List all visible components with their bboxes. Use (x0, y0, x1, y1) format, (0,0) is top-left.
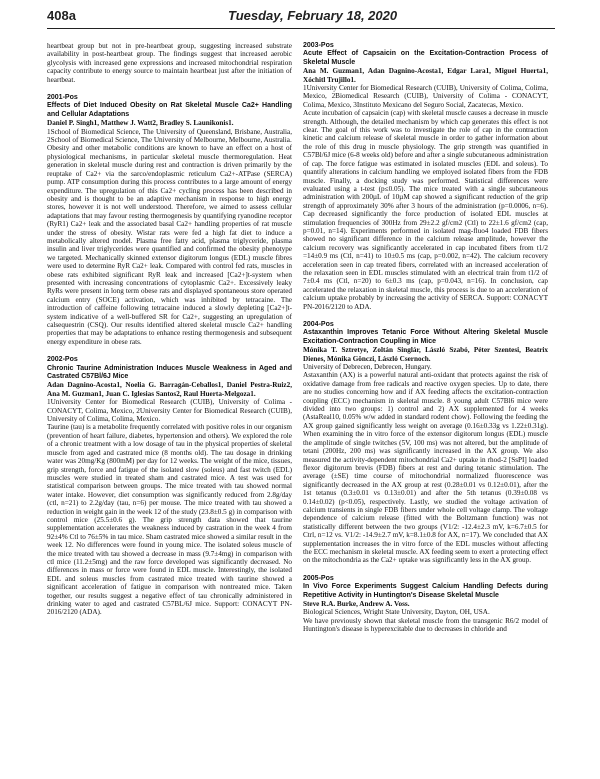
abstract-2005 (303, 575, 548, 634)
abstract-2003 (303, 42, 548, 311)
abstract-body: Astaxanthin (AX) is a powerful natural anti-oxidant that protects against the risk of oxidative damage from free radicals and reactive oxygen species. Up to date, there are no studies concerning how and if AX feeding affects the excitation-contraction coupling (ECC) mechanism in skeletal muscle. 8 young adult C57Bl6 mice were divided into two groups: 1) control and 2) AX supplemented for 4 weeks (AstaReal10, 0.05% w/w added in standard rodent chow). Following the feeding the AX group gained significantly less weight on average (0.16±0.33g vs 1.22±0.31g). When examining the in vitro force of the extensor digitorum longus (EDL) muscle the amplitude of single twitches (5V, 100 ms) was not altered, but the amplitude of tetani (200Hz, 200 ms) was significantly increased in the AX group. We also measured the activity-dependent mitochondrial Ca2+ uptake in rhod-2 [SsPI] loaded flexor digitorum brevis (FDB) fibers at rest and during tetanic stimulation. The average (±SE) time course of mitochondrial normalized fluorescence was significantly decreased in the AX group at rest (0.28±0.01 vs 0.12±0.01), after the 1st tetanus (0.3±0.01 vs 0.13±0.01) and after the 5th tetanus (0.39±0.08 vs 0.14±0.02) (p<0.05), respectively. Lastly, we studied the voltage activation of calcium transients in single FDB fibers under whole cell voltage clamp. The voltage dependence of calcium release (fitted with the Boltzmann function) was not statistically different between the two groups (V1/2: -12.4±2.3 mV, k=6.7±0.5 for Ctrl, n=12 vs. V1/2: -14.9±2.7 mV, k=8.1±0.8 for AX, n=17). We concluded that AX supplementation increases the in vitro force of the EDL muscles without affecting the ECC mechanism in skeletal muscle. AX feeding seem to exert a protecting effect on the mitochondria as the Ca2+ uptake was significantly less in the AX group. (303, 371, 548, 565)
abstract-title: Astaxanthin Improves Tetanic Force Without Altering Skeletal Muscle Excitation-Contraction Coupling in Mice (303, 329, 548, 345)
abstract-authors: Mónika T. Sztretye, Zoltán Singlár, László Szabó, Péter Szentesi, Beatrix Dienes, Mónika Gönczi, László Csernoch. (303, 346, 548, 363)
continuation-text: heartbeat group but not in pre-heartbeat group, suggesting increased substrate availability in post-heartbeat group. The findings suggest that increased aerobic glycolysis with increased gene expressions and increased mitochondrial respiration capacity contribute to energy source to maintain heartbeat just after the initiation of heartbeat. (47, 42, 292, 84)
abstract-title: Acute Effect of Capsaicin on the Excitation-Contraction Process of Skeletal Muscle (303, 50, 548, 66)
abstract-authors: Steve R.A. Burke, Andrew A. Voss. (303, 600, 410, 608)
abstract-authors: Ana M. Guzman1, Adan Dagnino-Acosta1, Edgar Lara1, Miguel Huerta1, Xóchitl Trujillo1. (303, 67, 548, 84)
abstract-id: 2005-Pos (303, 574, 334, 582)
left-column (47, 42, 292, 764)
abstract-title: Effects of Diet Induced Obesity on Rat Skeletal Muscle Ca2+ Handling and Cellular Adaptations (47, 102, 292, 118)
page-header (0, 0, 600, 36)
abstract-authors: Daniel P. Singh1, Matthew J. Watt2, Bradley S. Launikonis1. (47, 119, 234, 128)
abstract-affiliations: 1University Center for Biomedical Research (CUIB), University of Colima, Colima, Mexico, 2Biomedical Research (CUIB), University of Colima - CONACYT, Colima, Mexico, 3Instituto Mexicano del Seguro Social, Zacatecas, Mexico. (303, 84, 548, 109)
abstract-id: 2003-Pos (303, 42, 334, 49)
abstract-title: In Vivo Force Experiments Suggest Calcium Handling Defects during Repetitive Activity in Huntington's Disease Skeletal Muscle (303, 583, 548, 599)
abstract-2001 (47, 94, 292, 346)
abstract-body: Acute incubation of capsaicin (cap) with skeletal muscle causes a decrease in muscle strength. Although, the detailed mechanism by which cap generates this effect is not clear. The goal of this work was to investigate the role of cap in the contraction kinetic and calcium release of skeletal muscle in order to gather information about the role of this drug in muscle physiology. The grip strength was quantified in C57Bl/6J mice (6-8 weeks old) before and after a single subcutaneous administration of cap. The force fatigue was estimated in isolated muscles (EDL and soleus). To quantify alterations in calcium handling we employed isolated fibers from the FDB muscle. Finally, a docking study was performed. Statistical differences were evaluated using a t-test (p≤0.05). The mice treated with a single subcutaneous administration with 200µL of 10µM cap showed a significant reduction of the grip strength of approximately 30% after 3 hours of the administration (p=0.0006, n=6). Cap decreased significantly the force production of isolated EDL muscles at stimulation frequencies of 300Hz from 29±2.2 gf/cm2 (Ctl) to 22±1.6 gf/cm2 (cap, p=0.01, n=14). Experiments performed in isolated mag-fluo4 loaded FDB fibers showed no significant difference in the calcium release amplitude, however the calcium recovery was significantly accelerated in cap incubated fibers from t1/2 =14±0.9 ms (Ctl, n=41) to 10±0.5 ms (cap, p=0.002, n=42). The calcium recovery acceleration seen in cap treated fibers, correlated with an increased acceleration of the relaxation seen in EDL muscles stimulated with an electrical train from t1/2 of 7±0.4 ms (Ctl, n=20) to 6±0.3 ms (cap, p=0.043, n=16). In conclusion, cap accelerated the relaxation in skeletal muscle, this process is due to an acceleration of calcium uptake probably by increasing the activity of SERCA. Support: CONACYT PN-2016/2120 to ADA. (303, 109, 548, 311)
right-column (303, 42, 548, 764)
abstract-id: 2001-Pos (47, 94, 78, 102)
abstract-affiliations: University of Debrecen, Debrecen, Hungary. (303, 363, 432, 372)
abstract-authors: Adan Dagnino-Acosta1, Noelia G. Barragán-Ceballos1, Daniel Pestra-Ruiz2, Ana M. Guzman1, Juan C. Iglesias Santos2, Raul Huerta-Melgoza1. (47, 381, 292, 398)
abstract-title: Chronic Taurine Administration Induces Muscle Weakness in Aged and Castrated C57Bl/6J Mice (47, 364, 292, 381)
abstract-body: Obesity and other metabolic conditions are known to have an effect on a host of physiological mechanisms, in particular skeletal muscle thermoregulation. Heat generation in skeletal muscle during rest and contraction is driven primarily by the reuptake of Ca2+ via the sarco/endoplasmic reticulum Ca2+-ATPase (SERCA) pump. ATP consumption during this process contributes to a large amount of energy expenditure. The upregulation of this Ca2+ cycling process has been described in obesity and is thought to be an adaptive mechanism in response to high energy stores, however it is not well understood. Therefore, we aimed to assess cellular adaptations that may favour resting thermogenesis by quantifying ryanodine receptor (RyR1) Ca2+ leak and the associated basal Ca2+ handling properties of rat muscle under the stress of obesity. Wistar rats were fed a high fat diet to induce a metabolically altered model. Plasma free fatty acid, plasma triglyceride, plasma insulin and liver triglycerides were quantified and confirmed the obesity phenotype we targeted. Mechanically skinned extensor digitorum longus (EDL) muscle fibres were used to determine RyR Ca2+ leak. Compared with control fed rats, muscles in obese rats exhibited significant RyR leak and increased [Ca2+]t-system when presented with increasing concentrations of cytoplasmic Ca2+. Excessively leaky RyRs were present in long term obese rats and displayed spontaneous store operated calcium entry (SOCE) activation, which was inhibited by tetracaine. The introduction of caffeine following tetracaine induced a slowly depleting [Ca2+]t-system indicative of a well-buffered SR for Ca2+, suggesting an upregulation of calsequestrin (CSQ). Our results identified altered skeletal muscle Ca2+ handling properties that may be adaptations to enhance resting thermogenesis and subsequent energy expenditure in obese rats. (47, 144, 292, 346)
abstract-body: Taurine (tau) is a metabolite frequently correlated with positive roles in our organism (prevention of heart failure, diabetes, hypertension and others). We explored the role of a chronic treatment with a low dosage of tau in the physical properties of skeletal muscle from aged and castrated mice (8 months old). The tau dosage in drinking water was 20mg/Kg (800mM) per day for 12 weeks. The weight of the mice, tissues, grip strength, force and fatigue of the isolated slow (soleus) and fast twitch (EDL) muscles were studied in treated sham and castrated mice. A test was used for statistical comparison between groups. The mice treated with tau showed normal water intake. However, diet consumption was significantly reduced from 2.8g/day (ctl, n=21) to 2.2g/day (tau, n=6) per mouse. The mice treated with tau showed a reduction in weight gain in the week 12 of the study (23.8±0.5 g) in comparison with control mice (25.5±0.6 g). The grip strength data showed that taurine supplementation accelerates the weakness induced by castration in the week 4 from 92±4% Ctl to 76±5% in tau mice. Sham castrated mice showed a similar result in the week 12. No differences were found in young mice. The isolated soleus muscle of the mice treated with tau showed a decrease in mass (9.7±4mg) in comparison with ctl mice (11.2±5mg) and the raw force developed was significantly decreased. No differences in mass or force were found in EDL muscle. Interestingly, the isolated EDL and soleus muscles from castrated mice treated with taurine showed a significant acceleration of fatigue in comparison with nontreated mice. Taken together, our results suggest a negative effect of tau chronically administered in drinking water to aged and castrated C57BL/6J mice. Support: CONACYT PN-2016/2120 (ADA). (47, 423, 292, 617)
header-date: Tuesday, February 18, 2020 (228, 8, 398, 23)
abstract-affiliations: Biological Sciences, Wright State University, Dayton, OH, USA. (303, 608, 490, 617)
header-rule (47, 28, 555, 29)
abstract-id: 2002-Pos (47, 356, 78, 364)
abstract-affiliations: 1University Center for Biomedical Research (CUIB), University of Colima - CONACYT, Colima, Mexico, 2University Center for Biomedical Research (CUIB), University of Colima, Colima, Mexico. (47, 398, 292, 424)
page-number: 408a (47, 8, 76, 23)
abstract-body: We have previously shown that skeletal muscle from the transgenic R6/2 model of Huntington's disease is hyperexcitable due to decreases in chloride and (303, 616, 548, 634)
abstract-id: 2004-Pos (303, 321, 334, 328)
abstract-affiliations: 1School of Biomedical Science, The University of Queensland, Brisbane, Australia, 2School of Biomedical Science, The University of Melbourne, Melbourne, Australia. (47, 127, 292, 145)
abstract-2004 (303, 321, 548, 565)
abstract-2002 (47, 356, 292, 617)
